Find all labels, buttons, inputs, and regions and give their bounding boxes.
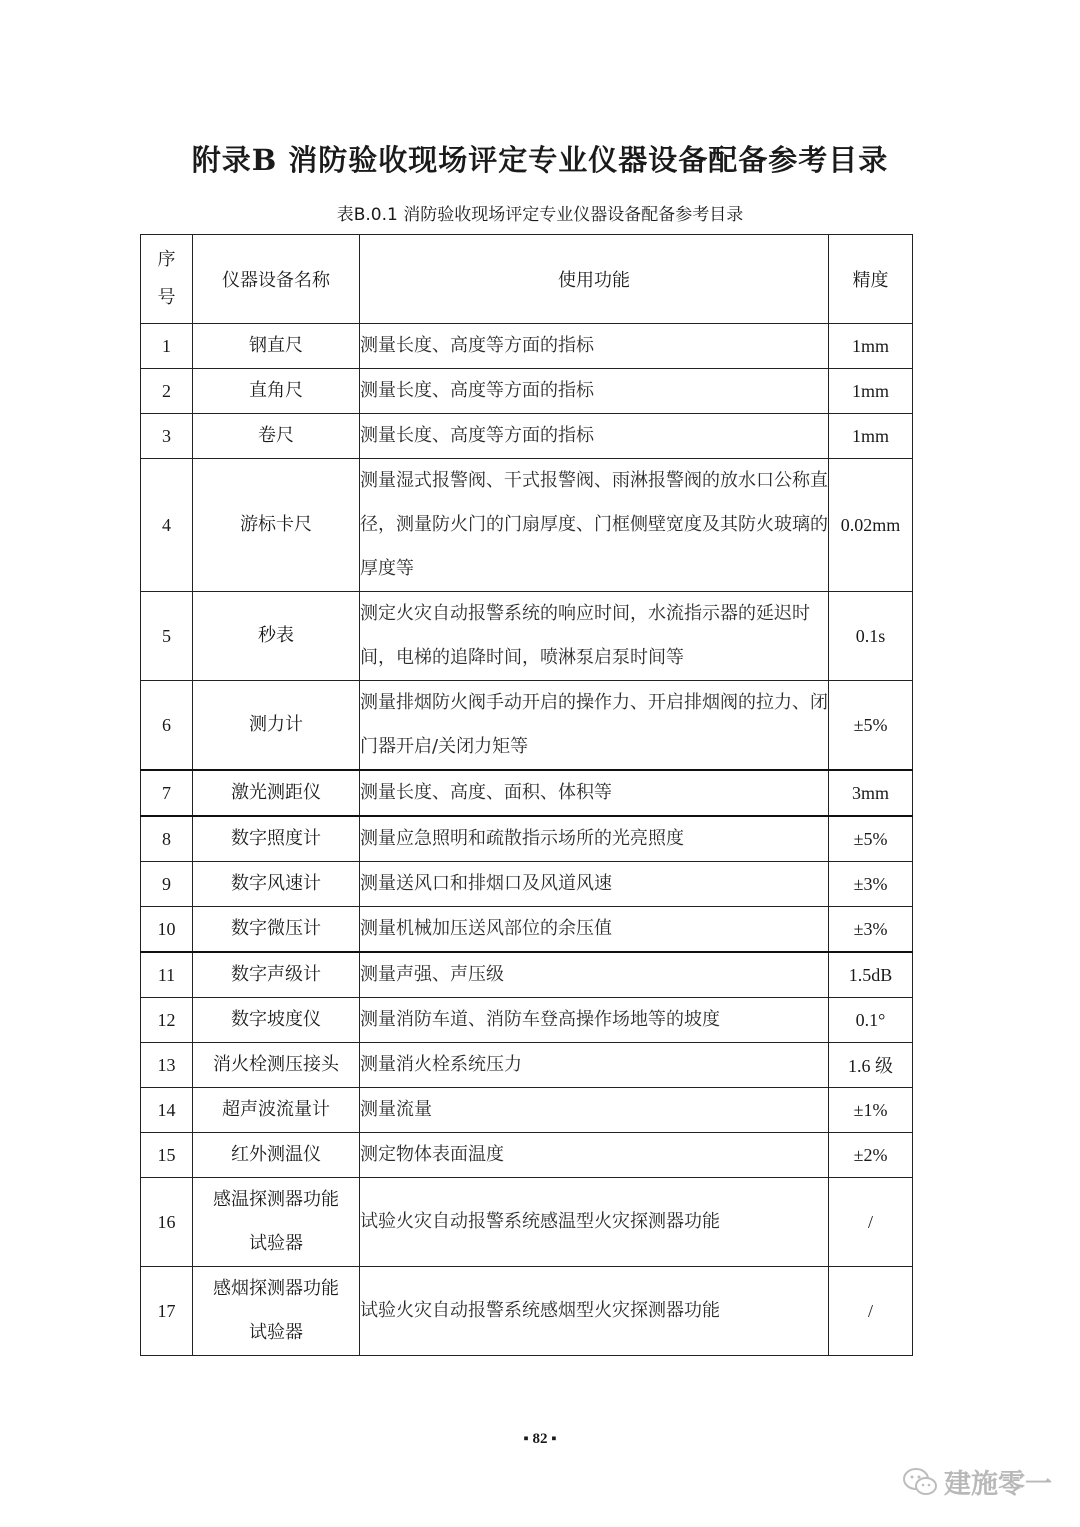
row-function: 测量长度、高度、面积、体积等	[360, 770, 829, 816]
row-name: 感烟探测器功能试验器	[193, 1267, 360, 1356]
row-precision: ±2%	[829, 1133, 913, 1178]
page-title: 附录B 消防验收现场评定专业仪器设备配备参考目录	[191, 143, 889, 177]
row-name: 激光测距仪	[193, 770, 360, 816]
row-precision: ±3%	[829, 907, 913, 953]
row-name: 数字风速计	[193, 862, 360, 907]
row-name: 秒表	[193, 592, 360, 681]
row-no: 1	[141, 324, 193, 369]
header-precision: 精度	[829, 235, 913, 324]
row-no: 5	[141, 592, 193, 681]
row-name: 测力计	[193, 681, 360, 771]
row-function: 测量声强、声压级	[360, 952, 829, 998]
row-name: 超声波流量计	[193, 1088, 360, 1133]
table-row	[141, 681, 913, 771]
table-row	[141, 1133, 913, 1178]
row-function: 测量送风口和排烟口及风道风速	[360, 862, 829, 907]
table-row	[141, 414, 913, 459]
row-no: 8	[141, 816, 193, 862]
row-name: 消火栓测压接头	[193, 1043, 360, 1088]
watermark-text: 建施零一	[944, 1469, 1052, 1500]
row-precision: 0.02mm	[829, 459, 913, 592]
table-row	[141, 770, 913, 816]
table-row	[141, 952, 913, 998]
row-function: 测量应急照明和疏散指示场所的光亮照度	[360, 816, 829, 862]
row-precision: ±5%	[829, 816, 913, 862]
row-no: 13	[141, 1043, 193, 1088]
table-row	[141, 907, 913, 953]
row-function: 测定物体表面温度	[360, 1133, 829, 1178]
row-precision: ±3%	[829, 862, 913, 907]
row-function: 测量湿式报警阀、干式报警阀、雨淋报警阀的放水口公称直径，测量防火门的门扇厚度、门框侧壁宽度及其防火玻璃的厚度等	[360, 459, 829, 592]
wechat-icon	[902, 1467, 938, 1497]
row-no: 3	[141, 414, 193, 459]
row-function: 试验火灾自动报警系统感温型火灾探测器功能	[360, 1178, 829, 1267]
row-precision: /	[829, 1267, 913, 1356]
row-function: 测量长度、高度等方面的指标	[360, 324, 829, 369]
table-row	[141, 459, 913, 592]
table-row	[141, 369, 913, 414]
row-no: 17	[141, 1267, 193, 1356]
row-precision: 3mm	[829, 770, 913, 816]
row-name: 数字坡度仪	[193, 998, 360, 1043]
row-no: 6	[141, 681, 193, 771]
row-name: 直角尺	[193, 369, 360, 414]
row-precision: ±5%	[829, 681, 913, 771]
row-function: 测量长度、高度等方面的指标	[360, 414, 829, 459]
row-no: 14	[141, 1088, 193, 1133]
table-row	[141, 862, 913, 907]
row-function: 测量机械加压送风部位的余压值	[360, 907, 829, 953]
row-no: 12	[141, 998, 193, 1043]
row-name: 数字微压计	[193, 907, 360, 953]
row-name: 游标卡尺	[193, 459, 360, 592]
row-name: 卷尺	[193, 414, 360, 459]
row-function: 测量消防车道、消防车登高操作场地等的坡度	[360, 998, 829, 1043]
equipment-table	[140, 234, 913, 1356]
row-no: 2	[141, 369, 193, 414]
row-name: 数字声级计	[193, 952, 360, 998]
table-row	[141, 816, 913, 862]
row-precision: 1mm	[829, 324, 913, 369]
row-function: 测定火灾自动报警系统的响应时间，水流指示器的延迟时间，电梯的追降时间，喷淋泵启泵时间等	[360, 592, 829, 681]
header-no	[141, 235, 193, 324]
table-caption: 表B.0.1 消防验收现场评定专业仪器设备配备参考目录	[336, 205, 744, 225]
table-header-row	[141, 235, 913, 324]
row-no: 10	[141, 907, 193, 953]
row-precision: 1mm	[829, 369, 913, 414]
row-precision: 0.1s	[829, 592, 913, 681]
table-row	[141, 1043, 913, 1088]
row-name: 感温探测器功能试验器	[193, 1178, 360, 1267]
row-function: 测量排烟防火阀手动开启的操作力、开启排烟阀的拉力、闭门器开启/关闭力矩等	[360, 681, 829, 771]
row-precision: ±1%	[829, 1088, 913, 1133]
row-no: 9	[141, 862, 193, 907]
row-function: 测量消火栓系统压力	[360, 1043, 829, 1088]
row-precision: 1.5dB	[829, 952, 913, 998]
table-row	[141, 324, 913, 369]
row-no: 16	[141, 1178, 193, 1267]
watermark	[902, 1462, 1052, 1501]
table-row	[141, 1267, 913, 1356]
row-function: 测量流量	[360, 1088, 829, 1133]
header-function: 使用功能	[360, 235, 829, 324]
table-row	[141, 1178, 913, 1267]
row-precision: 1.6 级	[829, 1043, 913, 1088]
row-no: 7	[141, 770, 193, 816]
header-no-line2: 号	[157, 287, 176, 308]
page-number: ▪ 82 ▪	[523, 1431, 557, 1447]
row-name: 红外测温仪	[193, 1133, 360, 1178]
header-no-line1: 序	[157, 249, 176, 270]
row-function: 测量长度、高度等方面的指标	[360, 369, 829, 414]
row-precision: 1mm	[829, 414, 913, 459]
row-precision: /	[829, 1178, 913, 1267]
table-row	[141, 592, 913, 681]
row-no: 11	[141, 952, 193, 998]
row-no: 4	[141, 459, 193, 592]
table-row	[141, 998, 913, 1043]
row-precision: 0.1°	[829, 998, 913, 1043]
header-name: 仪器设备名称	[193, 235, 360, 324]
row-no: 15	[141, 1133, 193, 1178]
row-name: 数字照度计	[193, 816, 360, 862]
row-function: 试验火灾自动报警系统感烟型火灾探测器功能	[360, 1267, 829, 1356]
row-name: 钢直尺	[193, 324, 360, 369]
table-row	[141, 1088, 913, 1133]
